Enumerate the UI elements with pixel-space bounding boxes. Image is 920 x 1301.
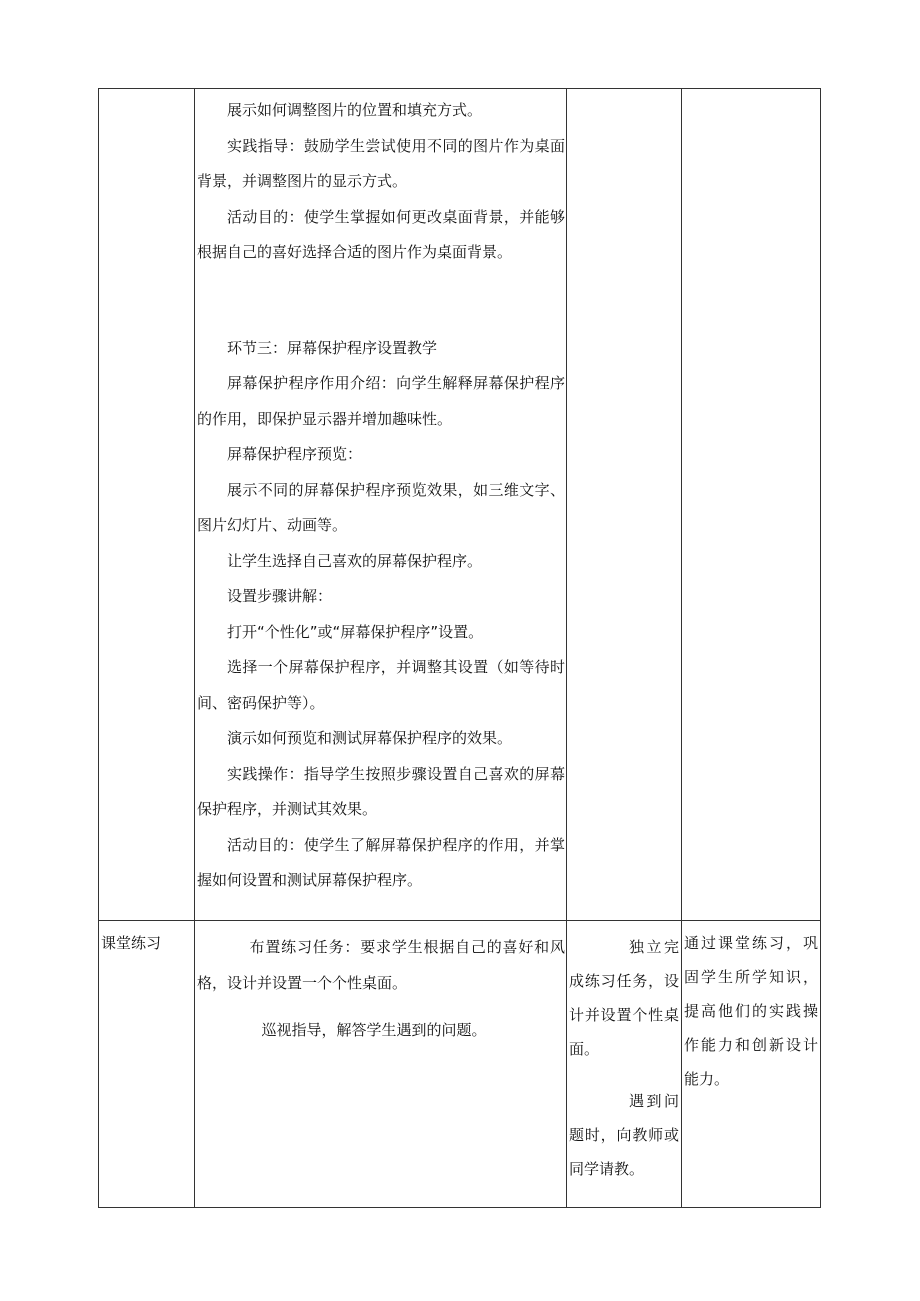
practice-student-cell <box>569 930 679 1186</box>
student-activity-paragraph: 遇到问题时，向教师或同学请教。 <box>569 1092 679 1178</box>
activity-paragraph: 活动目的：使学生了解屏幕保护程序的作用，并掌握如何设置和测试屏幕保护程序。 <box>197 835 565 889</box>
activity-paragraph: 选择一个屏幕保护程序，并调整其设置（如等待时间、密码保护等）。 <box>197 658 565 712</box>
teacher-activity-paragraph: 巡视指导，解答学生遇到的问题。 <box>261 1021 487 1039</box>
activity-paragraph: 屏幕保护程序预览： <box>227 445 363 463</box>
table-border-left <box>98 88 99 1208</box>
activity-paragraph: 展示不同的屏幕保护程序预览效果，如三维文字、图片幻灯片、动画等。 <box>197 480 565 534</box>
teacher-activity-paragraph: 布置练习任务：要求学生根据自己的喜好和风格，设计并设置一个个性桌面。 <box>197 938 565 992</box>
activity-paragraph: 展示如何调整图片的位置和填充方式。 <box>227 101 483 119</box>
activity-paragraph: 打开“个性化”或“屏幕保护程序”设置。 <box>227 622 484 641</box>
table-border-right <box>820 88 821 1208</box>
section-heading: 环节三：屏幕保护程序设置教学 <box>227 338 438 357</box>
activity-paragraph: 让学生选择自己喜欢的屏幕保护程序。 <box>227 551 483 570</box>
stage-label: 课堂练习 <box>101 934 162 952</box>
design-purpose-text: 通过课堂练习，巩固学生所学知识，提高他们的实践操作能力和创新设计能力。 <box>684 934 818 1088</box>
upper-activity-cell <box>197 93 565 899</box>
activity-paragraph: 实践操作：指导学生按照步骤设置自己喜欢的屏幕保护程序，并测试其效果。 <box>197 764 565 818</box>
table-divider-3 <box>681 88 682 1208</box>
table-divider-2 <box>566 88 567 1208</box>
practice-teacher-cell <box>197 930 565 1049</box>
practice-purpose-cell <box>684 926 818 1096</box>
table-divider-1 <box>194 88 195 1208</box>
activity-paragraph: 活动目的：使学生掌握如何更改桌面背景，并能够根据自己的喜好选择合适的图片作为桌面背景。 <box>197 207 565 261</box>
activity-paragraph: 演示如何预览和测试屏幕保护程序的效果。 <box>227 729 513 747</box>
table-border-top <box>98 88 821 89</box>
student-activity-paragraph: 独立完成练习任务，设计并设置个性桌面。 <box>569 938 679 1058</box>
table-row-divider <box>98 920 821 921</box>
table-border-bottom <box>98 1207 821 1208</box>
activity-paragraph: 实践指导：鼓励学生尝试使用不同的图片作为桌面背景，并调整图片的显示方式。 <box>197 136 565 190</box>
activity-paragraph: 屏幕保护程序作用介绍：向学生解释屏幕保护程序的作用，即保护显示器并增加趣味性。 <box>197 374 565 428</box>
paragraph-spacer <box>197 271 565 331</box>
activity-paragraph: 设置步骤讲解： <box>227 587 333 605</box>
practice-stage-cell <box>101 926 193 962</box>
